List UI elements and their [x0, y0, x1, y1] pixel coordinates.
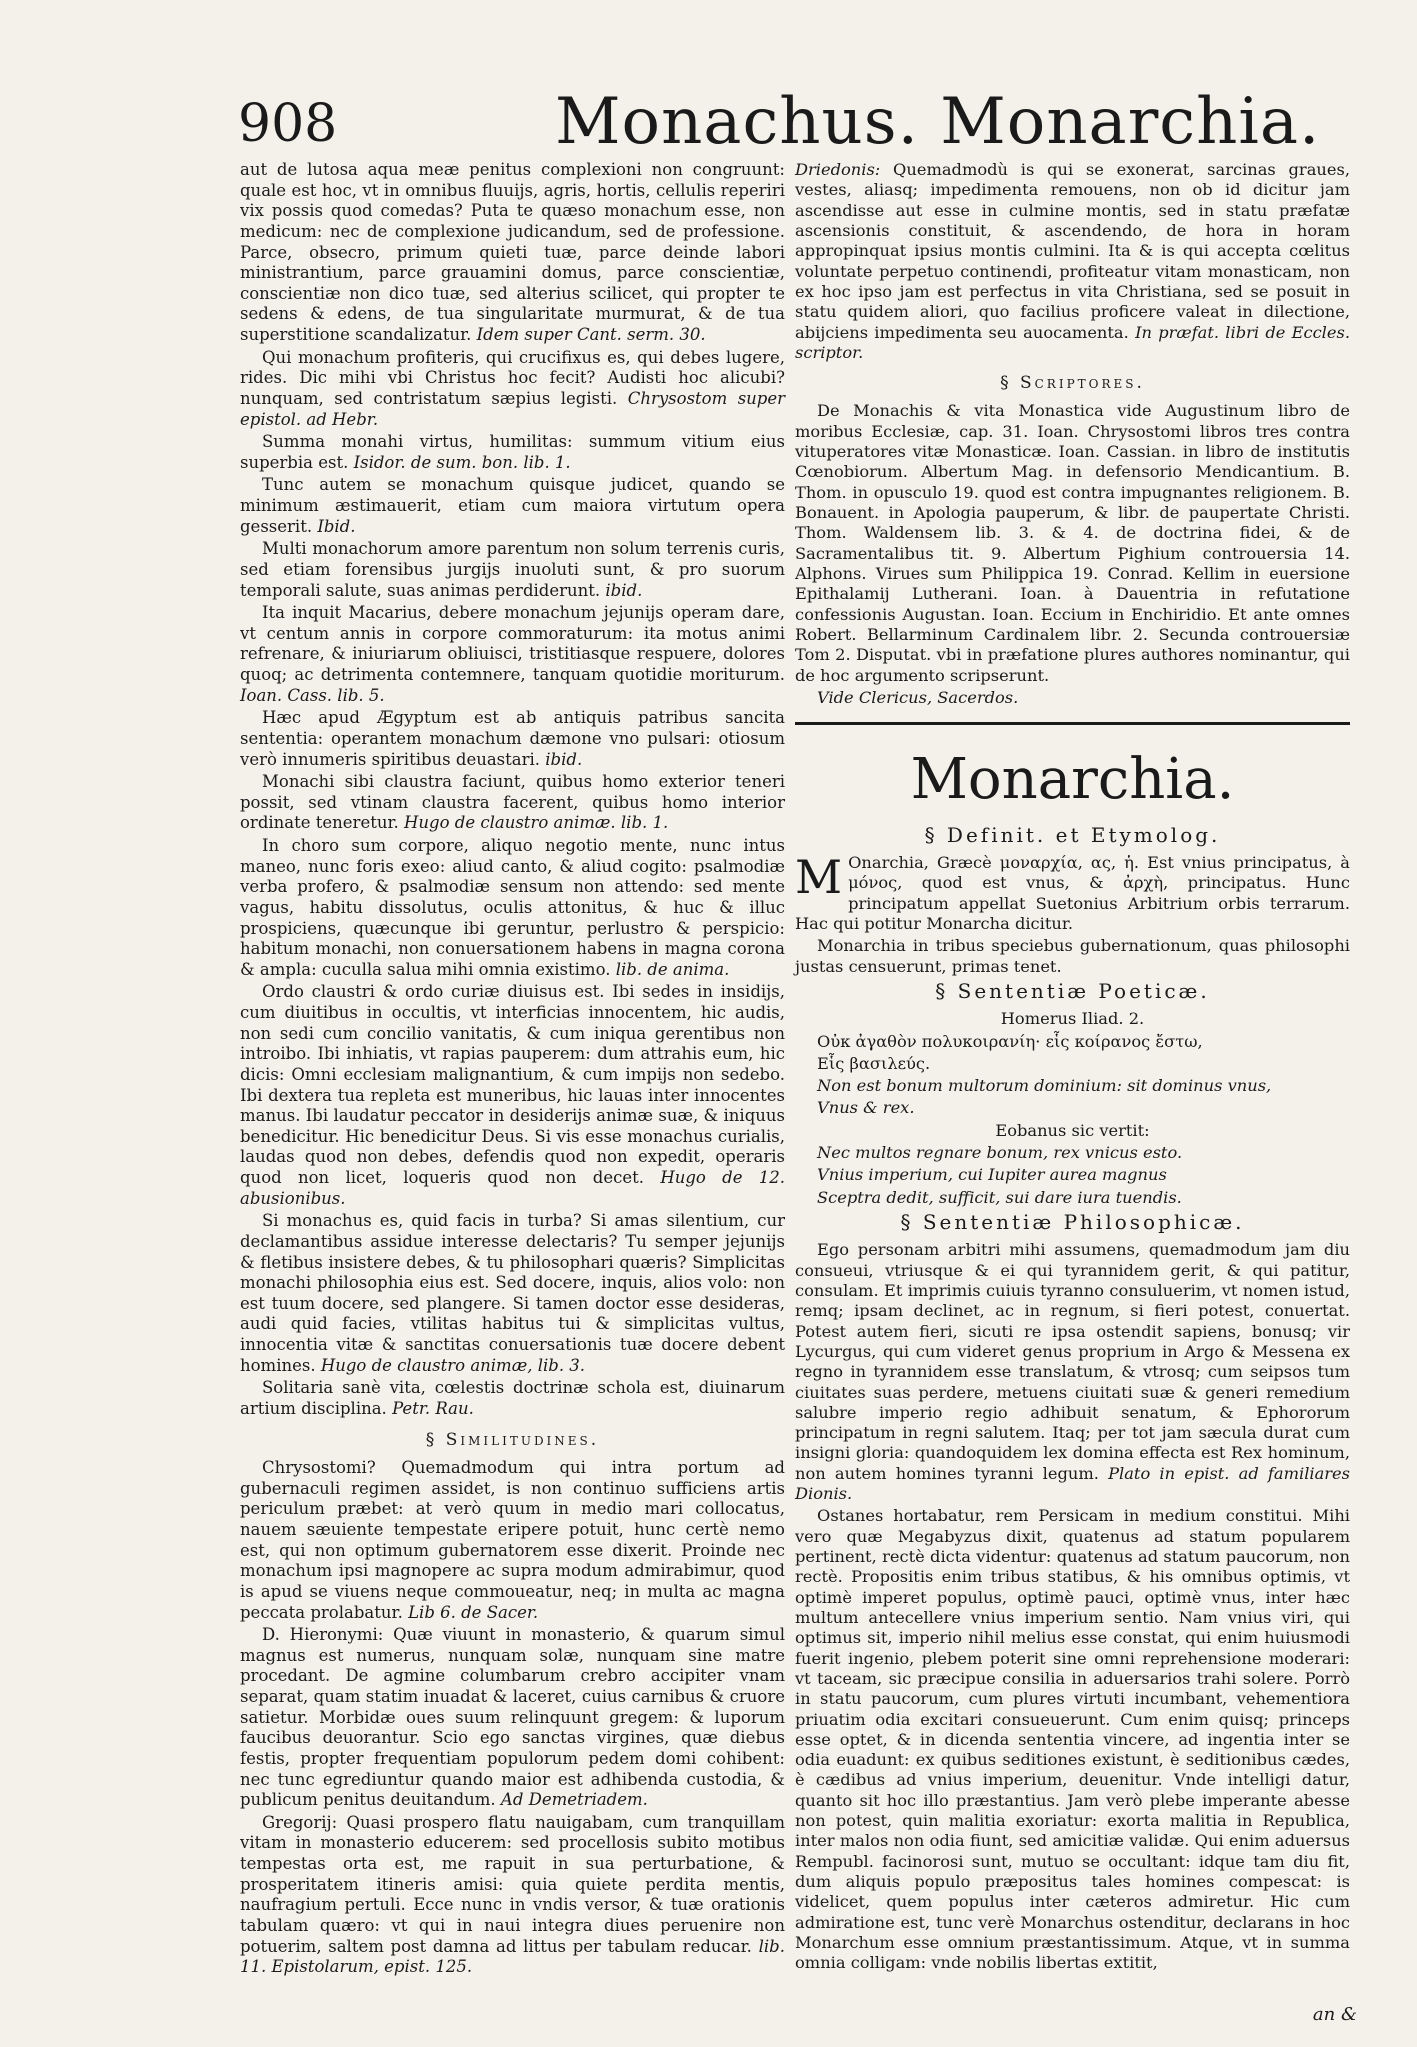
divider-rule: [795, 722, 1350, 725]
source-citation: lib. de anima.: [615, 959, 730, 979]
source-citation: Ad Demetriadem.: [500, 1790, 648, 1810]
paragraph: Ita inquit Macarius, debere monachum jejunijs operam dare, vt centum annis in corpore commoraturum: ita motus animi refrenare, & iniuriarum obliuisci, tristitiasque respuere, dolores quoq; ac detrimenta contemnere, tanquam quotidie moriturum. Ioan. Cass. lib. 5.: [240, 603, 785, 705]
source-citation: Ibid.: [317, 516, 356, 536]
page-number: 908: [238, 94, 338, 154]
eobanus-intro: Eobanus sic vertit:: [995, 1120, 1150, 1140]
paragraph: aut de lutosa aqua meæ penitus complexioni non congruunt: quale est hoc, vt in omnibus fluuijs, agris, hortis, cellulis reperiri vix possis quod comedas? Puta te quæso monachum esse, non medicum: nec de complexione judicandum, sed de professione. Parce, obsecro, primum quieti tuæ, parce deinde labori ministrantium, parce grauamini domus, parce conscientiæ, conscientiæ non dico tuæ, sed alterius scilicet, qui propter te sedens & edens, de tua singularitate murmurat, & de tua superstitione scandalizatur. Idem super Cant. serm. 30.: [240, 160, 785, 344]
paragraph: Multi monachorum amore parentum non solum terrenis curis, sed etiam forensibus jurgijs inuoluti sunt, & pro suorum temporali salute, suas animas perdiderunt. ibid.: [240, 539, 785, 600]
source-citation: Ioan. Cass. lib. 5.: [240, 685, 385, 705]
source-citation: Petr. Rau.: [392, 1398, 474, 1418]
source-citation: Idem super Cant. serm. 30.: [476, 325, 706, 344]
section-heading-philosophicae: § Sententiæ Philosophicæ.: [900, 1210, 1245, 1235]
scriptores-paragraph: De Monachis & vita Monastica vide Augustinum libro de moribus Ecclesiæ, cap. 31. Ioan. Chrysostomi libros tres contra vituperatores vitæ Monasticæ. Ioan. Cassian. in libro de institutis Cœnobiorum. Albertum Mag. in defensorio Mendicantium. B. Thom. in opusculo 19. quod est contra impugnantes religionem. B. Bonauent. in Apologia pauperum, & libr. de paupertate Christi. Thom. Waldensem lib. 3. & 4. de doctrina fidei, & de Sacramentalibus tit. 9. Albertum Pighium controuersia 14. Alphons. Virues sum Philippica 19. Conrad. Kellim in euersione Epithalamij Lutherani. Ioan. à Dauentria in refutatione confessionis Augustan. Ioan. Eccium in Enchiridio. Et ante omnes Robert. Bellarminum Cardinalem libr. 2. Secunda controuersiæ Tom 2. Disputat. vbi in præfatione plures authores nominantur, qui de hoc argumento scripserunt.: [795, 401, 1350, 685]
paragraph: Monachi sibi claustra faciunt, quibus homo exterior teneri possit, sed vtinam claustra facerent, quibus homo interior ordinate teneretur. Hugo de claustro animæ. lib. 1.: [240, 772, 785, 833]
latin-verse-line: Vnus & rex.: [817, 1098, 915, 1118]
paragraph: Chrysostomi? Quemadmodum qui intra portum ad gubernaculi regimen assidet, is non continuo sufficiens artis periculum præbet: at verò quum in medio mari collocatus, nauem sæuiente tempestate eripere potuit, hunc certè nemo est, qui non optimum gubernatorem esse dixerit. Proinde nec monachum ipsi magnopere ac supra modum admirabimur, quod is apud se viuens neque commoueatur, neq; in multa ac magna peccata prolabatur. Lib 6. de Sacer.: [240, 1458, 785, 1622]
source-citation: Hugo de 12. abusionibus.: [240, 1168, 785, 1208]
latin-verse-line: Vnius imperium, cui Iupiter aurea magnus: [817, 1165, 1167, 1185]
paragraph: Gregorij: Quasi prospero flatu nauigabam, cum tranquillam vitam in monasterio educerem: sed procellosis subito motibus tempestas orta est, me rapuit in sua perturbatione, & prosperitatem itineris amisi: quia quiete perdita mentis, naufragium pertuli. Ecce nunc in vndis versor, & tuæ orationis tabulam quæro: vt qui in naui integra diues peruenire non potuerim, saltem post damna ad littus per tabulam reducar. lib. 11. Epistolarum, epist. 125.: [240, 1812, 785, 1977]
paragraph: Ordo claustri & ordo curiæ diuisus est. Ibi sedes in insidijs, cum diuitibus in occultis, vt interficias innocentem, hic audis, non sedi cum concilio vanitatis, & cum iniqua gerentibus non introibo. Ibi inhiatis, vt rapias pauperem: dum attrahis eum, hic dicis: Omni ecclesiam malignantium, & cum impijs non sedebo. Ibi dextera tua repleta est muneribus, hic lauas inter innocentes manus. Ibi laudatur peccator in desiderijs animæ suæ, & iniquus benedicitur. Hic benedicitur Deus. Si vis esse monachus curialis, laudas quod non debes, defendis quod non expedit, operaris quod non licet, loqueris quod non decet. Hugo de 12. abusionibus.: [240, 982, 785, 1208]
source-citation: ibid.: [545, 749, 583, 769]
homer-reference: Homerus Iliad. 2.: [1000, 1009, 1145, 1029]
latin-verse-line: Nec multos regnare bonum, rex vnicus esto.: [817, 1143, 1183, 1163]
left-column: [240, 160, 785, 1980]
source-citation: Driedonis:: [795, 160, 881, 179]
paragraph: Si monachus es, quid facis in turba? Si amas silentium, cur declamantibus assidue interesse delectaris? Tu semper jejunijs & fletibus insistere debes, & tu philosophari quæris? Simplicitas monachi philosophia eius est. Sed docere, inquis, alios volo: non est tuum docere, sed plangere. Si tamen doctor esse desideras, audi quid facies, vtilitas habitus tui & simplicitas vultus, innocentia vitæ & sanctitas conuersationis tuæ docere debent homines. Hugo de claustro animæ, lib. 3.: [240, 1211, 785, 1375]
source-citation: Hugo de claustro animæ. lib. 1.: [404, 813, 669, 833]
greek-verse-line: Οὐκ ἀγαθὸν πολυκοιρανίη· εἷς κοίρανος ἔστω,: [817, 1031, 1203, 1051]
section-heading-scriptores: § Scriptores.: [1000, 373, 1145, 394]
paragraph: Summa monahi virtus, humilitas: summum vitium eius superbia est. Isidor. de sum. bon. lib. 1.: [240, 432, 785, 472]
source-citation: Chrysostom super epistol. ad Hebr.: [240, 388, 786, 429]
section-heading-similitudines: § Similitudines.: [425, 1429, 600, 1450]
paragraph: Solitaria sanè vita, cœlestis doctrinæ schola est, diuinarum artium disciplina. Petr. Rau.: [240, 1378, 785, 1418]
latin-verse-line: Non est bonum multorum dominium: sit dominus vnus,: [817, 1076, 1272, 1096]
section-heading-definit: § Definit. et Etymolog.: [924, 822, 1221, 847]
source-citation: lib. 11. Epistolarum, epist. 125.: [240, 1936, 785, 1977]
paragraph: Ostanes hortabatur, rem Persicam in medium constitui. Mihi vero quæ Megabyzus dixit, quatenus ad statum popularem pertinent, rectè dicta videntur: quatenus ad statum paucorum, non rectè. Propositis enim tribus statibus, & his omnibus optimis, vt optimè imperet populus, optimè pauci, optimè vnus, inter hæc multum antecellere vnius imperium sentio. Nam vnius viri, qui optimus sit, imperio nihil melius esse constat, qui enim huiusmodi fuerit ingenio, plebem poterit sine omni reprehensione moderari: vt taceam, sic præcipue consilia in aduersarios trahi solere. Porrò in statu paucorum, cum plures virtuti incumbant, vehementiora priuatim odia excitari consueuerunt. Cum enim quisq; princeps esse optet, & in dicenda sententia vincere, ad ingentia inter se odia euadunt: ex quibus seditiones existunt, è seditionibus cædes, è cædibus ad vnius imperium, deuenitur. Vnde intelligi datur, quanto sit hoc illo præstantius. Jam verò plebe imperante abesse non potest, quin malitia exoriatur: exorta malitia in Republica, inter malos non odia fiunt, sed amicitiæ validæ. Qui enim aduersus Rempubl. facinorosi sunt, mutuo se occultant: idque tam diu fit, dum aliquis populo præpositus tales homines compescat: is videlicet, quem populus inter cæteros admiretur. Hic cum admiratione est, tunc verè Monarchus ostenditur, declarans in hoc Monarchum esse omnium præstantissimum. Atque, vt in summa omnia colligam: vnde nobilis libertas extitit,: [795, 1506, 1350, 1973]
source-citation: ibid.: [605, 580, 643, 600]
paragraph: Tunc autem se monachum quisque judicet, quando se minimum æstimauerit, etiam cum maiora virtutum opera gesserit. Ibid.: [240, 475, 785, 536]
running-title: Monachus. Monarchia.: [555, 85, 1321, 159]
paragraph: Qui monachum profiteris, qui crucifixus es, qui debes lugere, rides. Dic mihi vbi Christus hoc fecit? Audisti hoc alicubi? nunquam, sed contristatum sæpius legisti. Chrysostom super epistol. ad Hebr.: [240, 347, 786, 429]
cross-reference: Vide Clericus, Sacerdos.: [817, 687, 1019, 707]
paragraph: M Onarchia, Græcè μοναρχία, ας, ἡ. Est vnius principatus, à μόνος, quod est vnus, & ἀρχὴ, principatus. Hunc principatum appellat Suetonius Arbitrium orbis terrarum. Hac qui potitur Monarcha dicitur.: [795, 850, 1350, 933]
paragraph: Ego personam arbitri mihi assumens, quemadmodum jam diu consueui, vtriusque & ei qui tyrannidem gerit, & qui patitur, consulam. Et imprimis cuiuis tyranno consuluerim, vt nomen istud, remq; ipsam declinet, ac in regnum, si fieri potest, conuertat. Potest autem fieri, sicuti re ipsa ostendit sapiens, bonusq; vir Lycurgus, qui cum videret genus proprium in Argo & Messena ex regno in tyrannidem esse translatum, & vtrosq; cum seipsos tum ciuitates suas perdere, metuens ciuitati suæ & generi remedium salubre imperio regio adhibuit senatum, & Ephororum principatum in regni salutem. Itaq; per tot jam sæcula durat cum insigni gloria: quandoquidem lex domina effecta est Rex hominum, non autem homines tyranni legum. Plato in epist. ad familiares Dionis.: [795, 1240, 1350, 1504]
right-column: [795, 160, 1350, 1976]
latin-verse-line: Sceptra dedit, sufficit, sui dare iura tuendis.: [817, 1187, 1182, 1207]
source-citation: Hugo de claustro animæ, lib. 3.: [320, 1355, 586, 1375]
section-heading-poeticae: § Sententiæ Poeticæ.: [935, 978, 1210, 1003]
paragraph: In choro sum corpore, aliquo negotio mente, nunc intus maneo, nunc foris exeo: aliud canto, & aliud cogito: psalmodiæ verba profero, & psalmodiæ sensum non attendo: sed mente vagus, habitu dissolutus, oculis attonitus, & huc & illuc prospiciens, quæcunque ibi geruntur, perlustro & perspicio: habitum monachi, non conuersationem habens in magna corona & ampla: cuculla salua mihi omnia existimo. lib. de anima.: [240, 836, 785, 979]
source-citation: Isidor. de sum. bon. lib. 1.: [353, 452, 571, 472]
source-citation: In præfat. libri de Eccles. scriptor.: [795, 322, 1350, 362]
entry-title: Monarchia.: [910, 747, 1235, 813]
drop-cap: M: [795, 850, 843, 905]
source-citation: Lib 6. de Sacer.: [408, 1602, 539, 1622]
paragraph: D. Hieronymi: Quæ viuunt in monasterio, & quarum simul magnus est numerus, nunquam solæ, nunquam sine matre procedant. De agmine columbarum crebro accipiter vnam separat, quam statim inuadat & laceret, cuius carnibus & cruore satietur. Morbidæ oues suum relinquunt gregem: & luporum faucibus deuorantur. Scio ego sanctas virgines, quæ diebus festis, propter frequentiam populorum pedem domi cohibent: nec tunc egrediuntur quando maior est adhibenda custodia, & publicum penitus deuitandum. Ad Demetriadem.: [240, 1625, 785, 1810]
source-citation: Plato in epist. ad familiares Dionis.: [795, 1463, 1350, 1504]
catchword: an &: [1312, 2004, 1357, 2025]
greek-verse-line: Εἷς βασιλεύς.: [817, 1053, 931, 1073]
paragraph: Hæc apud Ægyptum est ab antiquis patribus sancita sententia: operantem monachum dæmone vno pulsari: otiosum verò innumeris spiritibus deuastari. ibid.: [240, 708, 785, 769]
paragraph: Monarchia in tribus speciebus gubernationum, quas philosophi justas censuerunt, primas tenet.: [795, 936, 1350, 976]
paragraph: Driedonis: Quemadmodù is qui se exonerat, sarcinas graues, vestes, aliasq; impedimenta remouens, non ob id dicitur jam ascendisse aut esse in culmine montis, sed in statu præfatæ ascensionis constituit, & ascendendo, de hora in horam appropinquat ipsius montis culmini. Ita & is qui accepta cœlitus voluntate perpetuo continendi, profiteatur vitam monasticam, non ex hoc ipso jam est perfectus in vita Christiana, sed se posuit in statu quidem aliori, quo facilius proficere valeat in dilectione, abijciens impedimenta seu auocamenta. In præfat. libri de Eccles. scriptor.: [795, 160, 1350, 362]
